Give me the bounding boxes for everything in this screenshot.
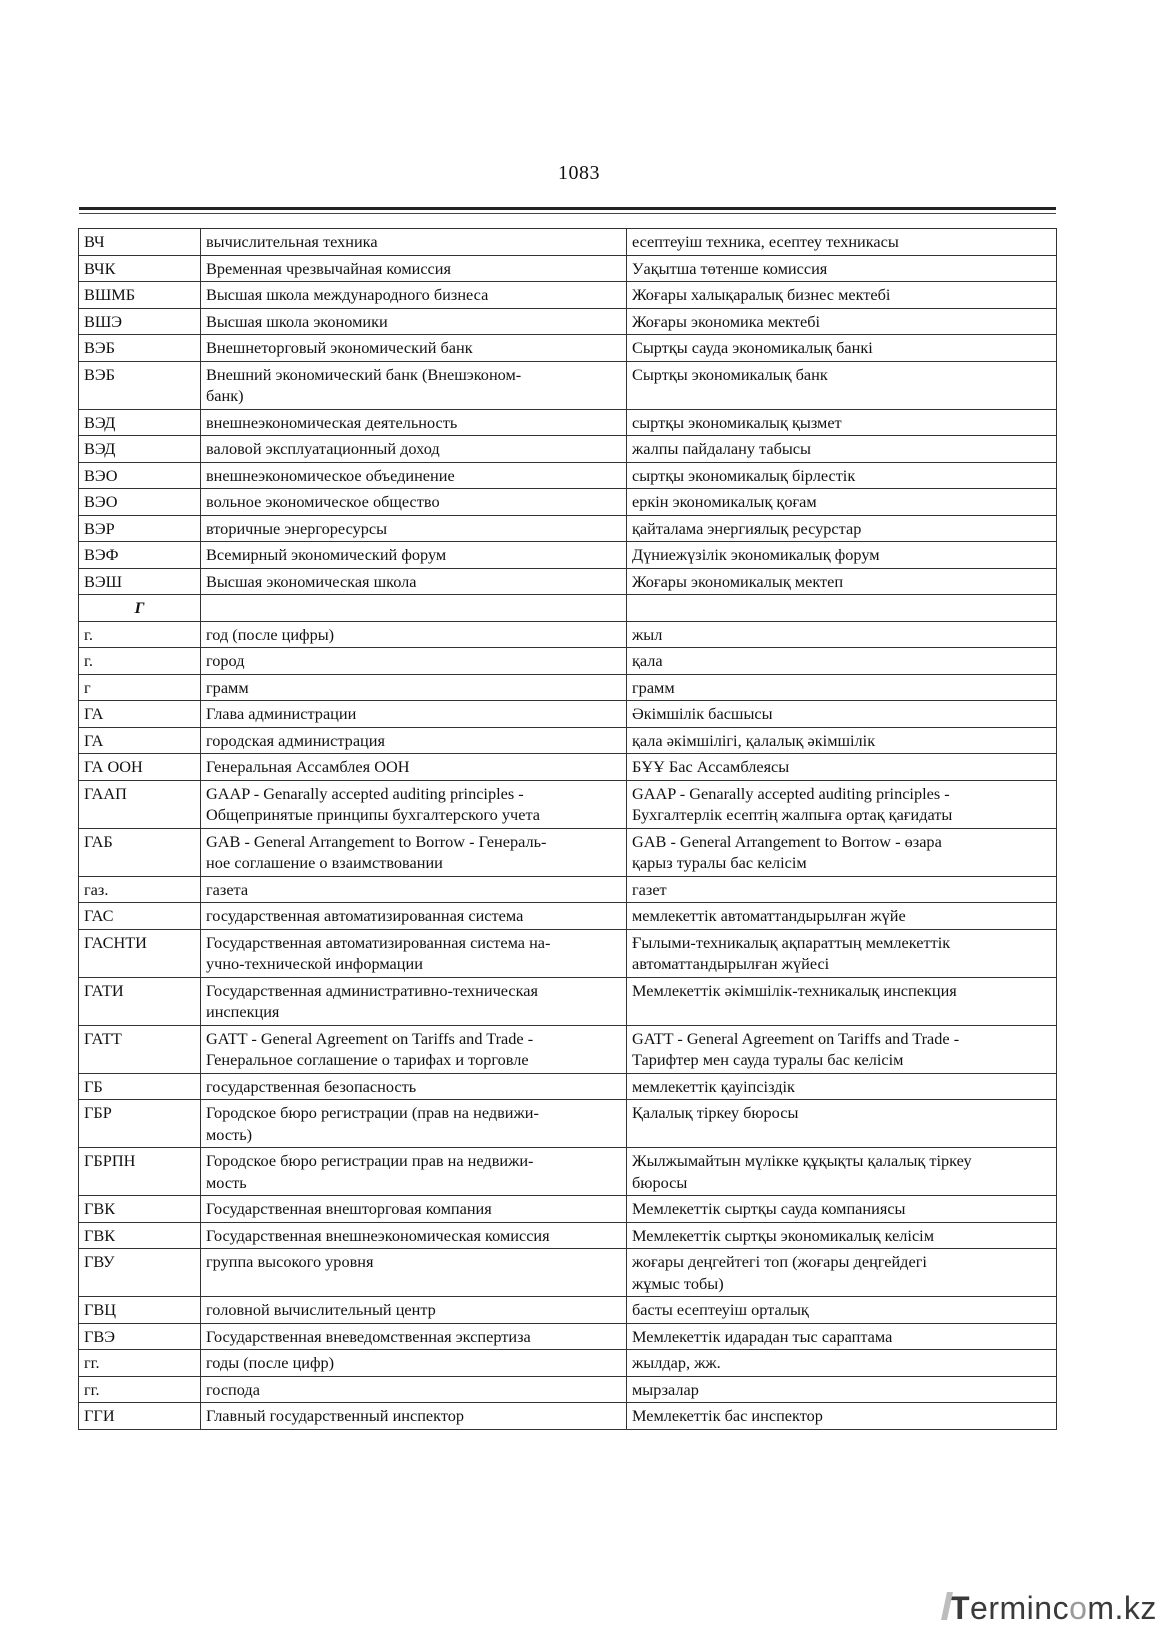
russian-term-cell: грамм: [201, 674, 627, 701]
header-rule-thin: [79, 213, 1056, 214]
russian-term-cell: город: [201, 648, 627, 675]
table-row: [79, 903, 1057, 930]
abbreviation-table: [78, 228, 1057, 1430]
table-row: [79, 515, 1057, 542]
table-row: [79, 701, 1057, 728]
abbreviation-cell: ВЭБ: [79, 361, 201, 409]
table-row: [79, 648, 1057, 675]
header-rule-thick: [79, 207, 1056, 210]
kazakh-term-cell: есептеуіш техника, есептеу техникасы: [627, 229, 1057, 256]
russian-term-cell: Государственная внешторговая компания: [201, 1196, 627, 1223]
table-row: [79, 621, 1057, 648]
abbreviation-cell: ВЧ: [79, 229, 201, 256]
page-number: 1083: [558, 162, 600, 184]
russian-term-cell: GAB - General Arrangement to Borrow - Генераль- ное соглашение о взаимствовании: [201, 828, 627, 876]
russian-term-cell: GAAP - Genarally accepted auditing principles - Общепринятые принципы бухгалтерского учета: [201, 780, 627, 828]
russian-term-cell: год (после цифры): [201, 621, 627, 648]
abbreviation-cell: г: [79, 674, 201, 701]
table-row: [79, 361, 1057, 409]
russian-term-cell: государственная автоматизированная система: [201, 903, 627, 930]
russian-term-cell: Государственная вневедомственная экспертиза: [201, 1323, 627, 1350]
kazakh-term-cell: сыртқы экономикалық қызмет: [627, 409, 1057, 436]
russian-term-cell: Высшая школа экономики: [201, 308, 627, 335]
table-row: [79, 282, 1057, 309]
table-row: [79, 828, 1057, 876]
table-row: [79, 462, 1057, 489]
abbreviation-cell: ГАС: [79, 903, 201, 930]
table-row: [79, 1025, 1057, 1073]
table-row: [79, 1249, 1057, 1297]
russian-term-cell: вычислительная техника: [201, 229, 627, 256]
russian-term-cell: внешнеэкономическое объединение: [201, 462, 627, 489]
russian-term-cell: газета: [201, 876, 627, 903]
abbreviation-cell: ГА: [79, 701, 201, 728]
russian-term-cell: головной вычислительный центр: [201, 1297, 627, 1324]
abbreviation-cell: гг.: [79, 1350, 201, 1377]
russian-term-cell: Городское бюро регистрации прав на недвижи- мость: [201, 1148, 627, 1196]
russian-term-cell: Всемирный экономический форум: [201, 542, 627, 569]
kazakh-term-cell: БҰҰ Бас Ассамблеясы: [627, 754, 1057, 781]
kazakh-term-cell: Дүниежүзілік экономикалық форум: [627, 542, 1057, 569]
kazakh-term-cell: мемлекеттік қауіпсіздік: [627, 1073, 1057, 1100]
kazakh-term-cell: GAB - General Arrangement to Borrow - өзара қарыз туралы бас келісім: [627, 828, 1057, 876]
abbreviation-cell: ВШЭ: [79, 308, 201, 335]
russian-term-cell: Городское бюро регистрации (прав на недвижи- мость): [201, 1100, 627, 1148]
abbreviation-cell: г.: [79, 648, 201, 675]
abbreviation-cell: ГВК: [79, 1196, 201, 1223]
table-row: [79, 489, 1057, 516]
table-row: [79, 409, 1057, 436]
abbreviation-cell: ВЭФ: [79, 542, 201, 569]
kazakh-term-cell: жылдар, жж.: [627, 1350, 1057, 1377]
russian-term-cell: городская администрация: [201, 727, 627, 754]
kazakh-term-cell: мемлекеттік автоматтандырылған жүйе: [627, 903, 1057, 930]
abbreviation-cell: ГА ООН: [79, 754, 201, 781]
table-row: [79, 335, 1057, 362]
kazakh-term-cell: Ғылыми-техникалық ақпараттың мемлекеттік автоматтандырылған жүйесі: [627, 929, 1057, 977]
table-row: [79, 229, 1057, 256]
russian-term-cell: Государственная внешнеэкономическая комиссия: [201, 1222, 627, 1249]
abbreviation-cell: Г: [79, 595, 201, 622]
abbreviation-cell: ГБ: [79, 1073, 201, 1100]
kazakh-term-cell: GATT - General Agreement on Tariffs and Trade - Тарифтер мен сауда туралы бас келісім: [627, 1025, 1057, 1073]
abbreviation-cell: ВЭД: [79, 436, 201, 463]
kazakh-term-cell: [627, 595, 1057, 622]
abbreviation-cell: ГВК: [79, 1222, 201, 1249]
abbreviation-cell: г.: [79, 621, 201, 648]
table-row: [79, 568, 1057, 595]
abbreviation-cell: ГАТИ: [79, 977, 201, 1025]
abbreviation-cell: ВЭД: [79, 409, 201, 436]
table-row: [79, 929, 1057, 977]
table-row: [79, 1297, 1057, 1324]
kazakh-term-cell: Әкімшілік басшысы: [627, 701, 1057, 728]
russian-term-cell: Главный государственный инспектор: [201, 1403, 627, 1430]
kazakh-term-cell: қайталама энергиялық ресурстар: [627, 515, 1057, 542]
kazakh-term-cell: Жоғары экономика мектебі: [627, 308, 1057, 335]
table-row: [79, 1403, 1057, 1430]
kazakh-term-cell: Мемлекеттік әкімшілік-техникалық инспекция: [627, 977, 1057, 1025]
russian-term-cell: группа высокого уровня: [201, 1249, 627, 1297]
section-letter-row: [79, 595, 1057, 622]
table-row: [79, 876, 1057, 903]
russian-term-cell: GATT - General Agreement on Tariffs and Trade - Генеральное соглашение о тарифах и торговле: [201, 1025, 627, 1073]
table-row: [79, 977, 1057, 1025]
russian-term-cell: государственная безопасность: [201, 1073, 627, 1100]
table-row: [79, 308, 1057, 335]
kazakh-term-cell: грамм: [627, 674, 1057, 701]
kazakh-term-cell: Сыртқы экономикалық банк: [627, 361, 1057, 409]
table-row: [79, 780, 1057, 828]
abbreviation-cell: ГБРПН: [79, 1148, 201, 1196]
kazakh-term-cell: жоғары деңгейтегі топ (жоғары деңгейдегі жұмыс тобы): [627, 1249, 1057, 1297]
table-row: [79, 1350, 1057, 1377]
kazakh-term-cell: сыртқы экономикалық бірлестік: [627, 462, 1057, 489]
kazakh-term-cell: Жылжымайтын мүлікке құқықты қалалық тіркеу бюросы: [627, 1148, 1057, 1196]
russian-term-cell: Государственная автоматизированная система на- учно-технической информации: [201, 929, 627, 977]
abbreviation-cell: ВЧК: [79, 255, 201, 282]
russian-term-cell: Глава администрации: [201, 701, 627, 728]
table-row: [79, 1196, 1057, 1223]
table-row: [79, 754, 1057, 781]
termincom-logo: [950, 1590, 1157, 1630]
table-row: [79, 1148, 1057, 1196]
abbreviation-cell: ГБР: [79, 1100, 201, 1148]
abbreviation-cell: ГВЦ: [79, 1297, 201, 1324]
kazakh-term-cell: Мемлекеттік сыртқы сауда компаниясы: [627, 1196, 1057, 1223]
abbreviation-cell: ГАТТ: [79, 1025, 201, 1073]
russian-term-cell: [201, 595, 627, 622]
kazakh-term-cell: Жоғары халықаралық бизнес мектебі: [627, 282, 1057, 309]
abbreviation-cell: ГВЭ: [79, 1323, 201, 1350]
table-row: [79, 436, 1057, 463]
russian-term-cell: внешнеэкономическая деятельность: [201, 409, 627, 436]
kazakh-term-cell: еркін экономикалық қоғам: [627, 489, 1057, 516]
table-row: [79, 1073, 1057, 1100]
table-row: [79, 674, 1057, 701]
logo-t-mark: T: [950, 1590, 971, 1626]
abbreviation-cell: ВЭО: [79, 462, 201, 489]
russian-term-cell: Внешний экономический банк (Внешэконом- банк): [201, 361, 627, 409]
abbreviation-cell: ГАБ: [79, 828, 201, 876]
abbreviation-cell: ВШМБ: [79, 282, 201, 309]
abbreviation-cell: ВЭР: [79, 515, 201, 542]
table-row: [79, 1323, 1057, 1350]
russian-term-cell: Внешнеторговый экономический банк: [201, 335, 627, 362]
kazakh-term-cell: Қалалық тіркеу бюросы: [627, 1100, 1057, 1148]
kazakh-term-cell: Мемлекеттік идарадан тыс сараптама: [627, 1323, 1057, 1350]
kazakh-term-cell: Мемлекеттік сыртқы экономикалық келісім: [627, 1222, 1057, 1249]
abbreviation-cell: ВЭО: [79, 489, 201, 516]
table-row: [79, 255, 1057, 282]
kazakh-term-cell: қала әкімшілігі, қалалық әкімшілік: [627, 727, 1057, 754]
table-row: [79, 1376, 1057, 1403]
kazakh-term-cell: GAAP - Genarally accepted auditing principles - Бухгалтерлік есептің жалпыға ортақ қағидаты: [627, 780, 1057, 828]
russian-term-cell: вольное экономическое общество: [201, 489, 627, 516]
abbreviation-cell: ВЭБ: [79, 335, 201, 362]
abbreviation-cell: газ.: [79, 876, 201, 903]
russian-term-cell: Временная чрезвычайная комиссия: [201, 255, 627, 282]
table-row: [79, 1100, 1057, 1148]
russian-term-cell: валовой эксплуатационный доход: [201, 436, 627, 463]
table-row: [79, 1222, 1057, 1249]
logo-o-mark: o: [1069, 1590, 1088, 1626]
kazakh-term-cell: Жоғары экономикалық мектеп: [627, 568, 1057, 595]
table-row: [79, 727, 1057, 754]
kazakh-term-cell: Уақытша төтенше комиссия: [627, 255, 1057, 282]
logo-text-1: erminc: [970, 1590, 1070, 1626]
kazakh-term-cell: Мемлекеттік бас инспектор: [627, 1403, 1057, 1430]
abbreviation-cell: ГГИ: [79, 1403, 201, 1430]
abbreviation-cell: ГВУ: [79, 1249, 201, 1297]
logo-text-2: m.kz: [1087, 1590, 1157, 1626]
table-row: [79, 542, 1057, 569]
kazakh-term-cell: Сыртқы сауда экономикалық банкі: [627, 335, 1057, 362]
russian-term-cell: Высшая экономическая школа: [201, 568, 627, 595]
abbreviation-cell: ГАСНТИ: [79, 929, 201, 977]
kazakh-term-cell: газет: [627, 876, 1057, 903]
abbreviation-cell: ГААП: [79, 780, 201, 828]
russian-term-cell: Высшая школа международного бизнеса: [201, 282, 627, 309]
abbreviation-cell: гг.: [79, 1376, 201, 1403]
russian-term-cell: годы (после цифр): [201, 1350, 627, 1377]
russian-term-cell: вторичные энергоресурсы: [201, 515, 627, 542]
kazakh-term-cell: жалпы пайдалану табысы: [627, 436, 1057, 463]
russian-term-cell: господа: [201, 1376, 627, 1403]
kazakh-term-cell: басты есептеуіш орталық: [627, 1297, 1057, 1324]
kazakh-term-cell: қала: [627, 648, 1057, 675]
kazakh-term-cell: мырзалар: [627, 1376, 1057, 1403]
kazakh-term-cell: жыл: [627, 621, 1057, 648]
russian-term-cell: Генеральная Ассамблея ООН: [201, 754, 627, 781]
russian-term-cell: Государственная административно-техническая инспекция: [201, 977, 627, 1025]
abbreviation-cell: ГА: [79, 727, 201, 754]
abbreviation-cell: ВЭШ: [79, 568, 201, 595]
